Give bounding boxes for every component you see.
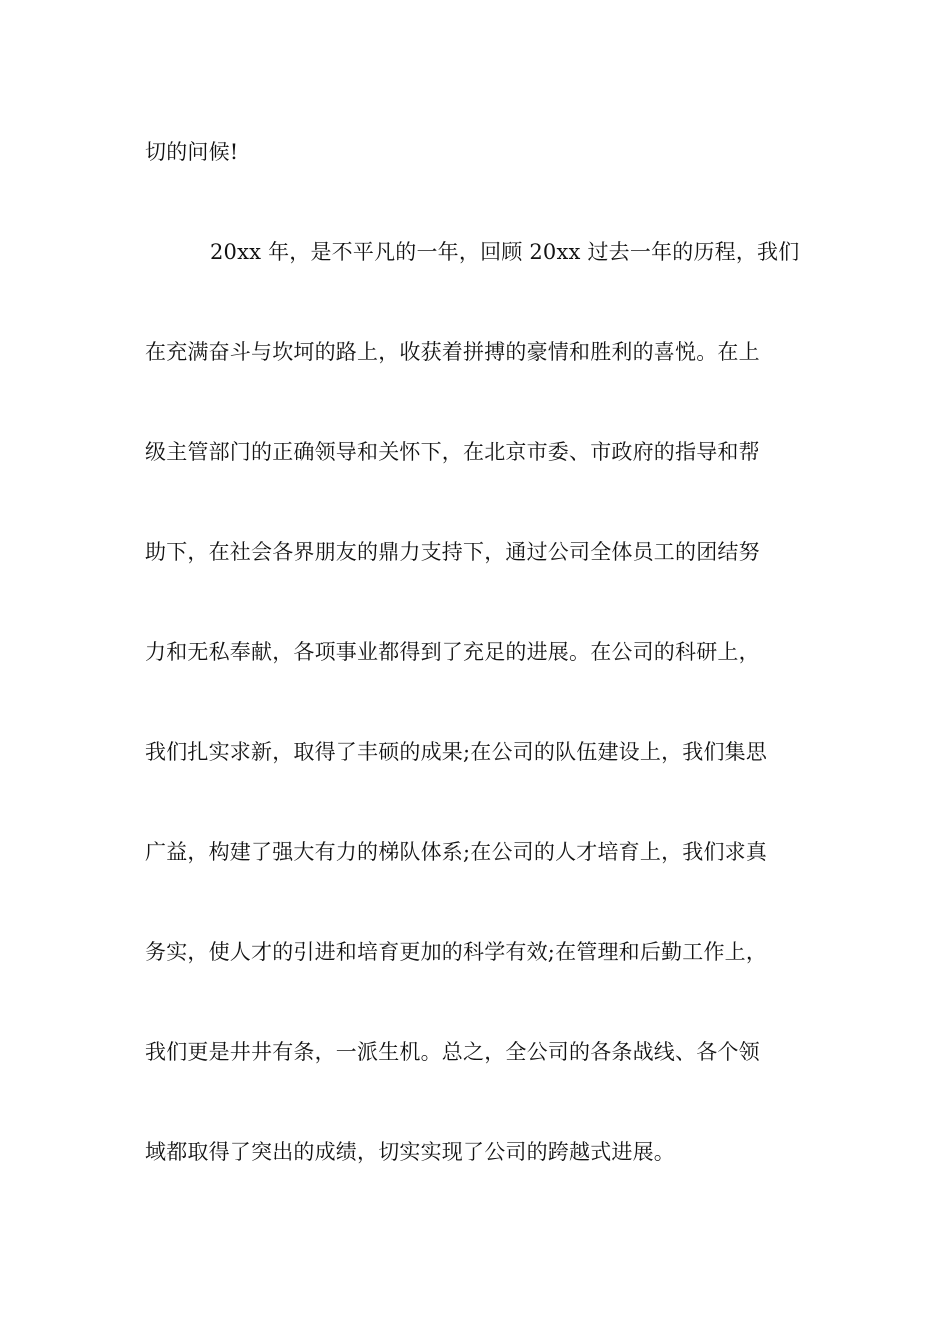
text-line: 在充满奋斗与坎坷的路上，收获着拼搏的豪情和胜利的喜悦。在上 — [145, 340, 760, 364]
paragraph-first-line: 20xx 年，是不平凡的一年，回顾 20xx 过去一年的历程，我们 — [210, 240, 800, 264]
text-line: 广益，构建了强大有力的梯队体系;在公司的人才培育上，我们求真 — [145, 840, 768, 864]
text-line: 力和无私奉献，各项事业都得到了充足的进展。在公司的科研上， — [145, 640, 760, 664]
text-line: 助下，在社会各界朋友的鼎力支持下，通过公司全体员工的团结努 — [145, 540, 760, 564]
text-line: 务实，使人才的引进和培育更加的科学有效;在管理和后勤工作上， — [145, 940, 768, 964]
text-line: 切的问候! — [145, 140, 239, 164]
text-line: 我们扎实求新，取得了丰硕的成果;在公司的队伍建设上，我们集思 — [145, 740, 768, 764]
text-line: 我们更是井井有条，一派生机。总之，全公司的各条战线、各个领 — [145, 1040, 760, 1064]
text-line: 域都取得了突出的成绩，切实实现了公司的跨越式进展。 — [145, 1140, 675, 1164]
text-line: 级主管部门的正确领导和关怀下，在北京市委、市政府的指导和帮 — [145, 440, 760, 464]
